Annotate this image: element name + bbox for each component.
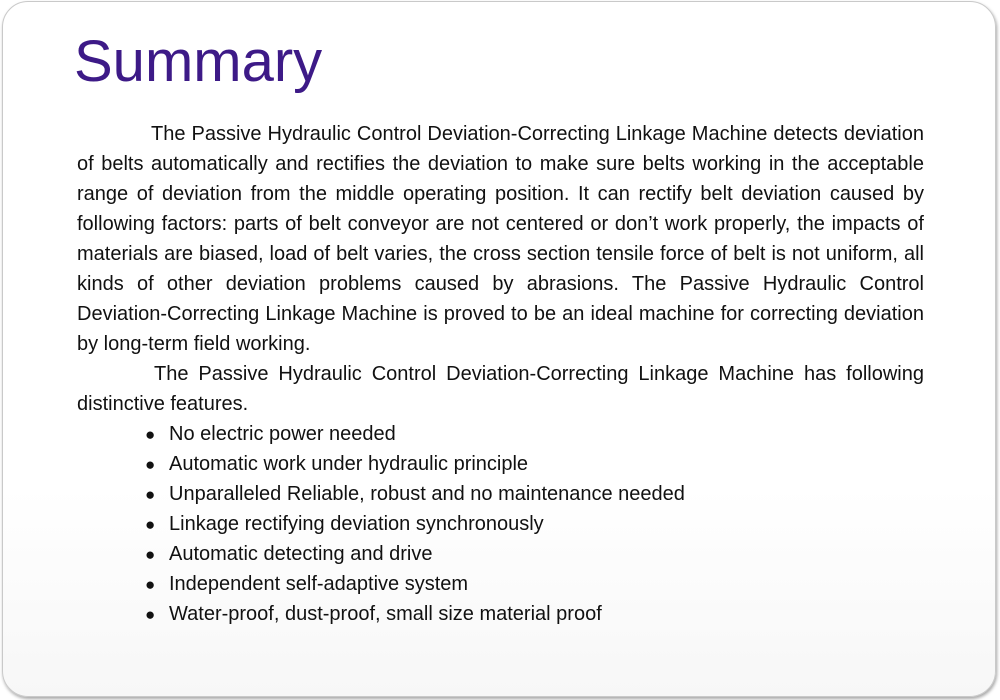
feature-text: Unparalleled Reliable, robust and no maintenance needed [169,483,685,505]
bullet-icon: ● [145,605,156,624]
feature-text: Automatic work under hydraulic principle [169,453,529,475]
bullet-icon: ● [145,425,156,444]
bullet-icon: ● [145,515,156,534]
summary-paragraph: The Passive Hydraulic Control Deviation-Correcting Linkage Machine detects deviation of belts automatically and rectifies the deviation to make sure belts working in the acceptable range of deviation from the middle operating position. It can rectify belt deviation caused by following factors: parts of belt conveyor are not centered or don’t work properly, the impacts of materials are biased, load of belt varies, the cross section tensile force of belt is not uniform, all kinds of other deviation problems caused by abrasions. The Passive Hydraulic Control Deviation-Correcting Linkage Machine is proved to be an ideal machine for correcting deviation by long-term field working. [77,123,924,355]
list-item [145,449,924,479]
list-item [145,539,924,569]
list-item [145,599,924,629]
list-item [145,479,924,509]
slide-card [2,1,996,697]
list-item [145,419,924,449]
feature-text: Independent self-adaptive system [169,573,469,595]
bullet-icon: ● [145,485,156,504]
features-list [77,419,924,629]
bullet-icon: ● [145,455,156,474]
slide-title: Summary [74,29,323,94]
feature-text: Automatic detecting and drive [169,543,433,565]
feature-text: No electric power needed [169,423,396,445]
list-item [145,569,924,599]
bullet-icon: ● [145,545,156,564]
bullet-icon: ● [145,575,156,594]
feature-text: Water-proof, dust-proof, small size material proof [169,603,602,625]
features-intro-paragraph: The Passive Hydraulic Control Deviation-Correcting Linkage Machine has following distinctive features. [77,363,924,415]
slide-body [77,119,924,629]
feature-text: Linkage rectifying deviation synchronously [169,513,544,535]
list-item [145,509,924,539]
